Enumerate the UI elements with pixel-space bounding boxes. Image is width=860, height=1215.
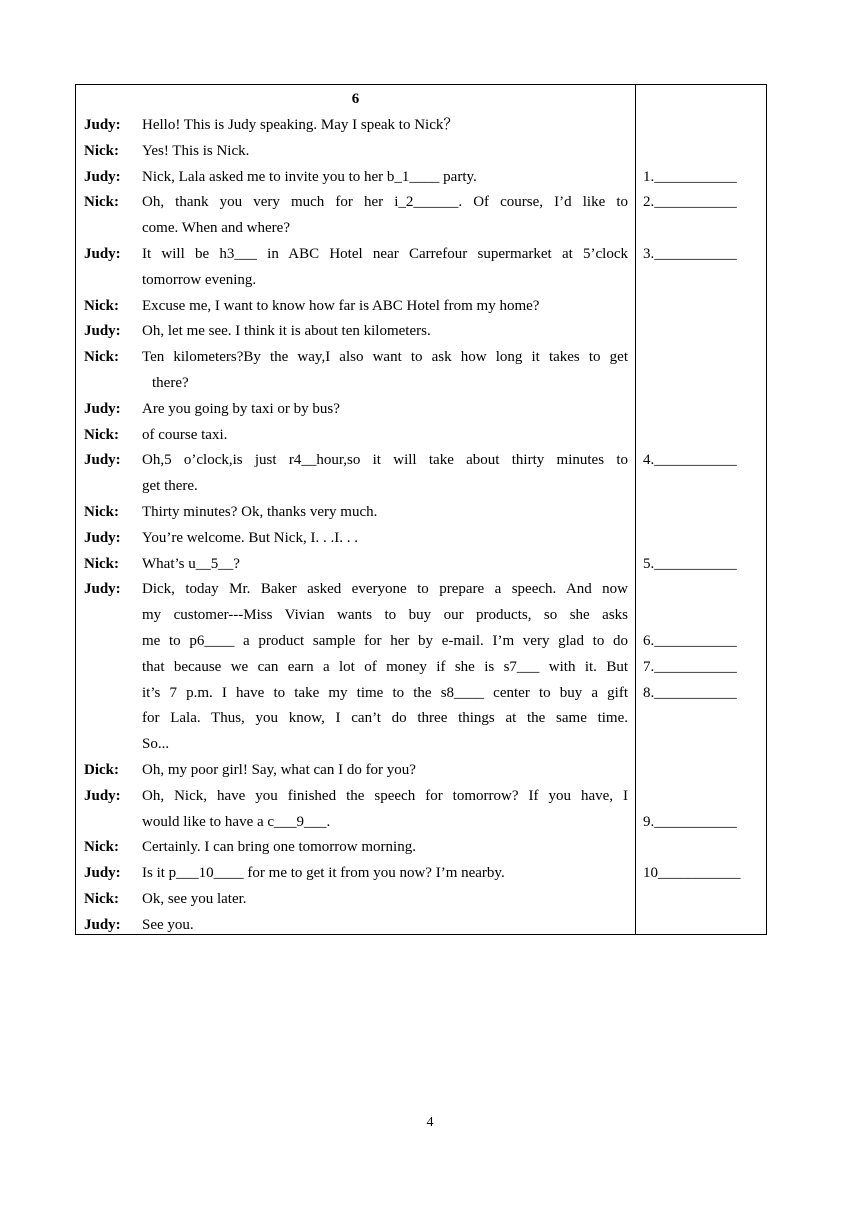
dialogue-text: Thirty minutes? Ok, thanks very much. — [142, 504, 378, 520]
dialogue-text: that because we can earn a lot of money if she is s7___ with it. But — [142, 658, 628, 675]
dialogue-line — [76, 732, 635, 758]
dialogue-text: So... — [142, 736, 170, 753]
dialogue-text: Ten kilometers?By the way,I also want to ask how long it takes to get — [142, 349, 628, 366]
section-number: 6 — [351, 91, 360, 107]
answer-blank[interactable]: 8.___________ — [643, 684, 737, 701]
answer-blank[interactable]: 1.___________ — [643, 168, 737, 185]
speaker-name: Nick: — [84, 839, 119, 856]
dialogue-text: my customer---Miss Vivian wants to buy our products, so she asks — [142, 607, 628, 624]
dialogue-text: me to p6____ a product sample for her by e-mail. I’m very glad to do — [142, 633, 628, 649]
dialogue-text: See you. — [142, 916, 194, 933]
answer-blank[interactable]: 5.___________ — [643, 555, 737, 572]
dialogue-text: Nick, Lala asked me to invite you to her b_1____ party. — [142, 168, 477, 185]
dialogue-line — [76, 552, 635, 578]
dialogue-line — [76, 165, 635, 191]
dialogue-line — [76, 371, 635, 397]
column-divider — [635, 85, 636, 934]
speaker-name: Nick: — [84, 555, 119, 572]
dialogue-line — [76, 448, 635, 474]
dialogue-text: tomorrow evening. — [142, 271, 257, 288]
dialogue-line — [76, 139, 635, 165]
answer-blank[interactable]: 7.___________ — [643, 658, 737, 675]
dialogue-text: Ok, see you later. — [142, 891, 247, 907]
dialogue-text: for Lala. Thus, you know, I can’t do three things at the same time. — [142, 710, 628, 727]
speaker-name: Nick: — [84, 297, 119, 314]
dialogue-line — [76, 113, 635, 139]
speaker-name: Nick: — [84, 426, 119, 443]
speaker-name: Nick: — [84, 891, 119, 907]
dialogue-text: Oh,5 o’clock,is just r4__hour,so it will take about thirty minutes to — [142, 452, 628, 469]
dialogue-text: Yes! This is Nick. — [142, 142, 250, 159]
dialogue-line — [76, 268, 635, 294]
dialogue-line — [76, 655, 635, 681]
dialogue-line — [76, 190, 635, 216]
dialogue-line — [76, 319, 635, 345]
dialogue-line — [76, 603, 635, 629]
dialogue-line — [76, 216, 635, 242]
dialogue-line — [76, 681, 635, 707]
dialogue-line — [76, 423, 635, 449]
speaker-name: Judy: — [84, 452, 121, 469]
dialogue-line — [76, 629, 635, 655]
speaker-name: Judy: — [84, 323, 121, 340]
dialogue-text: Is it p___10____ for me to get it from you now? I’m nearby. — [142, 865, 505, 882]
dialogue-line — [76, 577, 635, 603]
dialogue-line — [76, 784, 635, 810]
speaker-name: Judy: — [84, 529, 121, 546]
dialogue-text: What’s u__5__? — [142, 555, 240, 572]
dialogue-line — [76, 242, 635, 268]
speaker-name: Nick: — [84, 504, 119, 520]
speaker-name: Judy: — [84, 400, 121, 417]
answer-blank[interactable]: 9.___________ — [643, 813, 737, 830]
dialogue-text: Oh, let me see. I think it is about ten kilometers. — [142, 323, 431, 340]
dialogue-table — [75, 84, 767, 935]
dialogue-line — [76, 913, 635, 939]
dialogue-text: Hello! This is Judy speaking. May I speak to Nick？ — [142, 117, 459, 133]
dialogue-text: of course taxi. — [142, 426, 228, 443]
speaker-name: Judy: — [84, 581, 121, 598]
dialogue-line — [76, 345, 635, 371]
dialogue-line — [76, 500, 635, 526]
dialogue-line — [76, 810, 635, 836]
dialogue-line — [76, 835, 635, 861]
dialogue-text: Certainly. I can bring one tomorrow morning. — [142, 839, 416, 856]
answer-blank[interactable]: 10___________ — [643, 865, 741, 882]
answer-blank[interactable]: 2.___________ — [643, 194, 737, 211]
answer-blank[interactable]: 3.___________ — [643, 246, 737, 262]
page-number: 4 — [426, 1115, 434, 1130]
answer-blank[interactable]: 6.___________ — [643, 633, 737, 649]
dialogue-text: Oh, thank you very much for her i_2______. Of course, I’d like to — [142, 194, 628, 211]
speaker-name: Judy: — [84, 916, 121, 933]
speaker-name: Nick: — [84, 349, 119, 366]
dialogue-line — [76, 526, 635, 552]
speaker-name: Judy: — [84, 787, 121, 804]
dialogue-line — [76, 294, 635, 320]
speaker-name: Nick: — [84, 194, 119, 211]
dialogue-line — [76, 397, 635, 423]
dialogue-text: Oh, my poor girl! Say, what can I do for you? — [142, 762, 416, 778]
dialogue-line — [76, 474, 635, 500]
dialogue-text: It will be h3___ in ABC Hotel near Carrefour supermarket at 5’clock — [142, 246, 628, 262]
speaker-name: Judy: — [84, 168, 121, 185]
dialogue-text: would like to have a c___9___. — [142, 813, 331, 830]
answer-blank[interactable]: 4.___________ — [643, 452, 737, 469]
dialogue-line — [76, 887, 635, 913]
dialogue-text: it’s 7 p.m. I have to take my time to the s8____ center to buy a gift — [142, 684, 628, 701]
dialogue-text: get there. — [142, 478, 198, 495]
dialogue-text: Excuse me, I want to know how far is ABC Hotel from my home? — [142, 297, 540, 314]
speaker-name: Judy: — [84, 246, 121, 262]
speaker-name: Judy: — [84, 117, 121, 133]
dialogue-text: come. When and where? — [142, 220, 290, 237]
speaker-name: Dick: — [84, 762, 119, 778]
dialogue-text: there? — [152, 375, 189, 391]
dialogue-line — [76, 758, 635, 784]
dialogue-text: Oh, Nick, have you finished the speech for tomorrow? If you have, I — [142, 787, 628, 804]
dialogue-line — [76, 706, 635, 732]
dialogue-text: You’re welcome. But Nick, I. . .I. . . — [142, 529, 358, 546]
dialogue-text: Are you going by taxi or by bus? — [142, 400, 340, 417]
speaker-name: Nick: — [84, 142, 119, 159]
speaker-name: Judy: — [84, 865, 121, 882]
dialogue-text: Dick, today Mr. Baker asked everyone to prepare a speech. And now — [142, 581, 628, 598]
dialogue-line — [76, 861, 635, 887]
